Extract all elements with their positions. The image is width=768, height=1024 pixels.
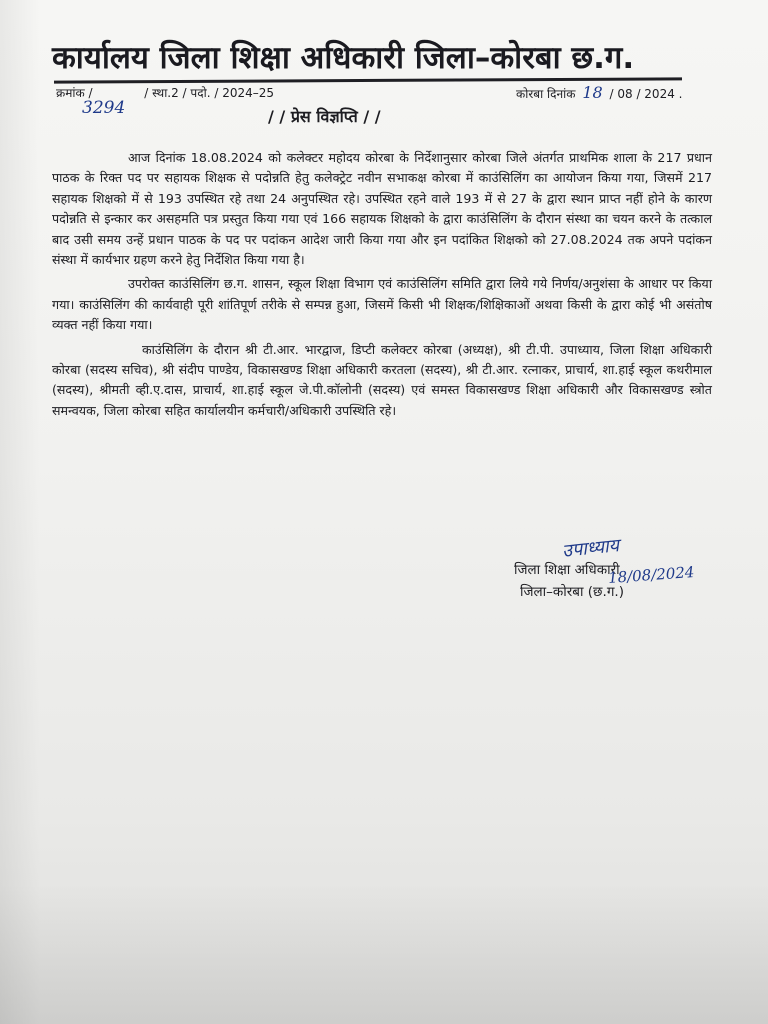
office-title: कार्यालय जिला शिक्षा अधिकारी जिला–कोरबा छ.ग. xyxy=(52,40,635,76)
ref-prefix: क्रमांक / xyxy=(56,86,93,100)
date-line xyxy=(516,85,682,102)
date-rest: / 08 / 2024 . xyxy=(609,87,683,101)
ref-number-handwritten: 3294 xyxy=(82,98,126,118)
paragraph-1: आज दिनांक 18.08.2024 को कलेक्टर महोदय कोरबा के निर्देशानुसार कोरबा जिले अंतर्गत प्राथमिक शाला के 217 प्रधान पाठक के रिक्त पद पर सहायक शिक्षक से पदोन्नति हेतु कलेक्ट्रेट नवीन सभाकक्ष कोरबा में काउंसिलिंग का आयोजन किया गया, जिसमें 217 सहायक शिक्षको में से 193 उपस्थित रहे तथा 24 अनुपस्थित रहे। उपस्थित रहने वाले 193 में से 27 के द्वारा स्थान प्राप्त नहीं होने के कारण पदोन्नति से इन्कार कर असहमति पत्र प्रस्तुत किया गया एवं 166 सहायक शिक्षको के द्वारा काउंसिलिंग के दौरान संस्था का चयन करने के तत्काल बाद उसी समय उन्हें प्रधान पाठक के पद पर पदांकन आदेश जारी किया गया और इन पदांकित शिक्षको को 27.08.2024 तक अपने पदांकन संस्था में कार्यभार ग्रहण करने हेतु निर्देशित किया गया है। xyxy=(52,150,712,268)
paragraph-2: उपरोक्त काउंसिलिंग छ.ग. शासन, स्कूल शिक्षा विभाग एवं काउंसिलिंग समिति द्वारा लिये गये निर्णय/अनुशंसा के आधार पर किया गया। काउंसिलिंग की कार्यवाही पूरी शांतिपूर्ण तरीके से सम्पन्न हुआ, जिसमें किसी भी शिक्षक/शिक्षिकाओं अथवा किसी के द्वारा कोई भी असंतोष व्यक्त नहीं किया गया। xyxy=(52,276,712,333)
page-shadow-bottom xyxy=(0,884,768,1024)
handwritten-sign-date: 18/08/2024 xyxy=(607,563,695,587)
signatory-place: जिला–कोरबा (छ.ग.) xyxy=(520,584,624,600)
signatory-designation: जिला शिक्षा अधिकारी xyxy=(514,562,620,578)
handwritten-signature: उपाध्याय xyxy=(561,535,621,562)
paragraph-3: काउंसिलिंग के दौरान श्री टी.आर. भारद्वाज, डिप्टी कलेक्टर कोरबा (अध्यक्ष), श्री टी.पी. उपाध्याय, जिला शिक्षा अधिकारी कोरबा (सदस्य सचिव), श्री संदीप पाण्डेय, विकासखण्ड शिक्षा अधिकारी करतला (सदस्य), श्री टी.आर. रत्नाकर, प्राचार्य, शा.हाई स्कूल कथरीमाल (सदस्य), श्रीमती व्ही.ए.दास, प्राचार्य, शा.हाई स्कूल जे.पी.कॉलोनी (सदस्य) एवं समस्त विकासखण्ड शिक्षा अधिकारी और विकासखण्ड स्त्रोत समन्वयक, जिला कोरबा सहित कार्यालयीन कर्मचारी/अधिकारी उपस्थिति रहे। xyxy=(52,341,712,418)
page-shadow-left xyxy=(0,0,40,1024)
press-release-heading: / / प्रेस विज्ञप्ति / / xyxy=(268,107,381,126)
body-text xyxy=(52,148,712,425)
date-label: कोरबा दिनांक xyxy=(516,87,576,101)
ref-suffix: / स्था.2 / पदो. / 2024–25 xyxy=(144,86,275,100)
date-day-handwritten: 18 xyxy=(582,83,603,102)
